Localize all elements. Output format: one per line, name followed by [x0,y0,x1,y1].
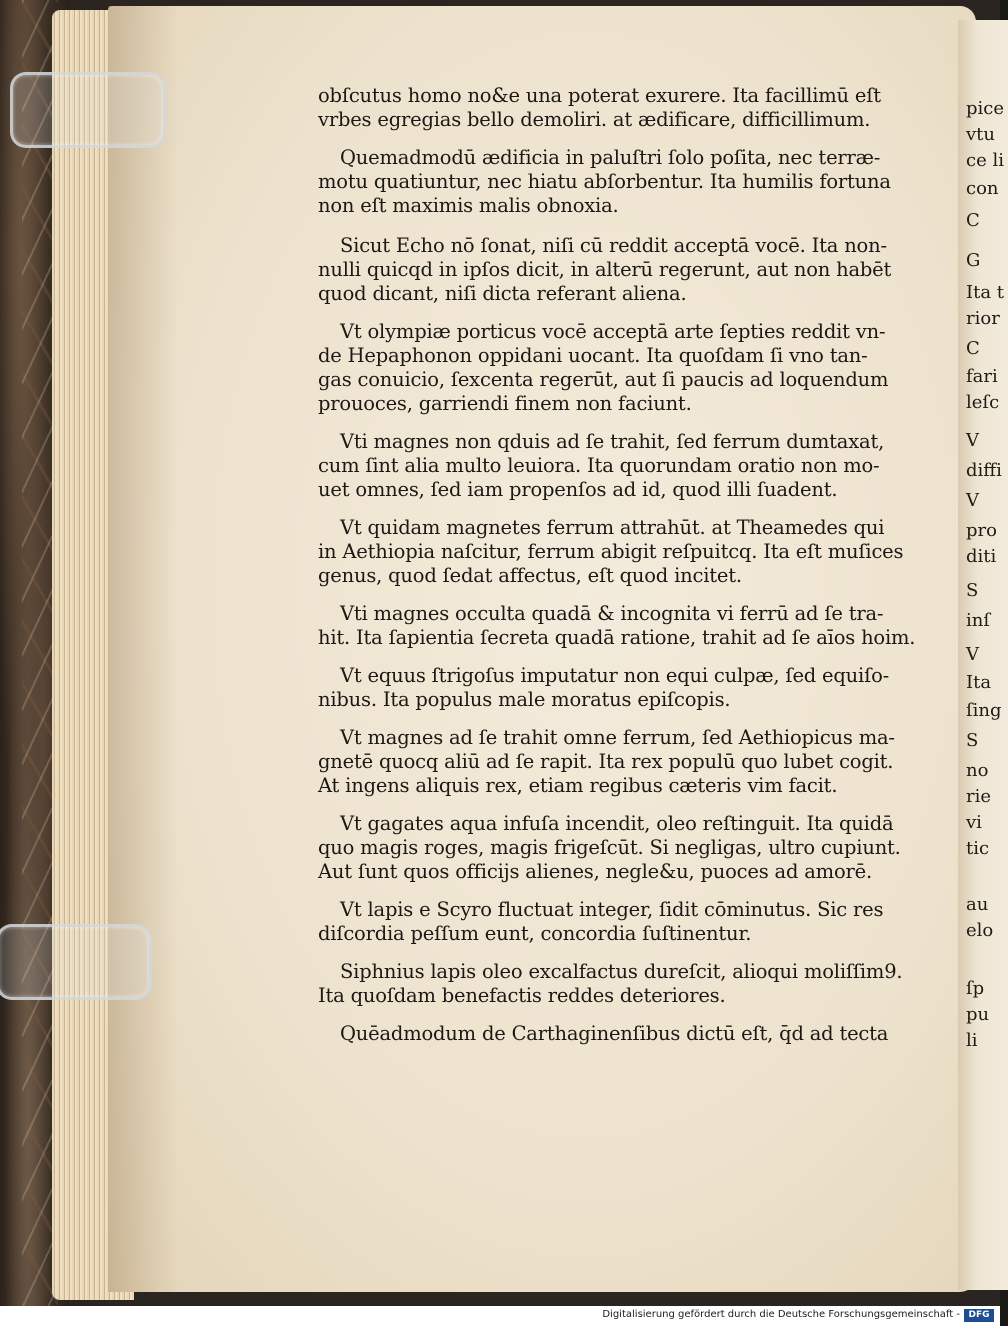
facing-page-fragment: no [966,760,989,781]
facing-page-fragment: pice [966,98,1005,119]
text-line: Vt lapis e Scyro fluctuat integer, ſidit cōminutus. Sic res [340,898,884,921]
text-line: Vt equus ſtrigoſus imputatur non equi culpæ, ſed equiſo- [340,664,890,687]
facing-page-fragment: rior [966,308,1000,329]
facing-page-fragment: pro [966,520,997,541]
facing-page-fragment: con [966,178,999,199]
text-line: Vti magnes non qduis ad ſe trahit, ſed ferrum dumtaxat, [340,430,885,453]
text-line: quo magis roges, magis frigeſcūt. Si negligas, ultro cupiunt. [318,836,901,859]
paragraph [318,664,926,712]
text-line: uet omnes, ſed iam propenſos ad id, quod illi ſuadent. [318,478,838,501]
paragraph [318,960,926,1008]
text-line: quod dicant, niſi dicta referant aliena. [318,282,687,305]
text-line: hit. Ita ſapientia ſecreta quadā ratione, trahit ad ſe aīos hoim. [318,626,916,649]
paragraph [318,84,926,132]
text-line: Sicut Echo nō ſonat, niſi cū reddit acceptā vocē. Ita non- [340,234,887,257]
facing-page-fragment: li [966,1030,978,1051]
text-line: de Hepaphonon oppidani uocant. Ita quoſdam ſi vno tan- [318,344,868,367]
text-line: Vt quidam magnetes ferrum attrahūt. at Theamedes qui [340,516,885,539]
digitization-credit: Digitalisierung gefördert durch die Deutsche Forschungsgemeinschaft - [602,1309,960,1320]
text-line: nibus. Ita populus male moratus epiſcopis. [318,688,731,711]
facing-page-fragment: pu [966,1004,990,1025]
facing-page-fragment: inſ [966,610,991,631]
facing-page-fragment: ſp [966,978,985,999]
text-line: Quēadmodum de Carthaginenſibus dictū eſt, q̄d ad tecta [340,1022,889,1045]
text-line: Ita quoſdam benefactis reddes deteriores. [318,984,726,1007]
text-line: gas conuicio, ſexcenta regerūt, aut ſi paucis ad loquendum [318,368,889,391]
text-line: motu quatiuntur, nec hiatu abſorbentur. Ita humilis fortuna [318,170,891,193]
facing-page-fragment: vi [966,812,982,833]
page-body-text [318,84,926,1046]
glass-clip-bottom [0,924,152,1000]
paragraph [318,726,926,798]
facing-page-fragment: fari [966,366,998,387]
facing-page-fragment: S [966,580,979,601]
facing-page-fragment: tic [966,838,990,859]
paragraph [318,516,926,588]
paragraph [318,1022,926,1046]
paragraph [318,812,926,884]
text-line: Siphnius lapis oleo excalfactus dureſcit, alioqui moliſſim9. [340,960,903,983]
paragraph [318,602,926,650]
text-line: obſcutus homo no&e una poterat exurere. Ita facillimū eſt [318,84,881,107]
facing-page-fragment: Ita t [966,282,1005,303]
facing-page-fragment: V [966,644,979,665]
facing-page-fragment: vtu [966,124,995,145]
text-line: Aut ſunt quos officijs alienes, negle&u, puoces ad amorē. [318,860,872,883]
facing-page-fragment: Ita [966,672,992,693]
facing-page-fragment: G [966,250,981,271]
text-line: Vt gagates aqua infuſa incendit, oleo reſtinguit. Ita quidā [340,812,894,835]
text-line: in Aethiopia naſcitur, ferrum abigit reſpuitcq. Ita eſt muſices [318,540,904,563]
paragraph [318,898,926,946]
facing-page-fragment: au [966,894,989,915]
facing-page-fragment: ce li [966,150,1004,171]
text-line: Vt magnes ad ſe trahit omne ferrum, ſed Aethiopicus ma- [340,726,895,749]
facing-page-fragment: diti [966,546,997,567]
paragraph [318,234,926,306]
text-line: At ingens aliquis rex, etiam regibus cæteris vim facit. [318,774,838,797]
text-line: non eſt maximis malis obnoxia. [318,194,619,217]
facing-page-fragment: C [966,338,980,359]
paragraph [318,146,926,218]
paragraph [318,430,926,502]
text-line: gnetē quocq aliū ad ſe rapit. Ita rex populū quo lubet cogit. [318,750,894,773]
facing-page-fragment: diffi [966,460,1002,481]
text-line: nulli quicqd in ipſos dicit, in alterū regerunt, aut non habēt [318,258,892,281]
text-line: Quemadmodū ædificia in paluſtri ſolo poſita, nec terræ- [340,146,881,169]
facing-page-fragment: V [966,490,979,511]
text-line: diſcordia peſſum eunt, concordia ſuſtinentur. [318,922,752,945]
dfg-logo: DFG [964,1309,994,1322]
facing-page-fragment: elo [966,920,994,941]
text-line: Vti magnes occulta quadā & incognita vi ferrū ad ſe tra- [340,602,884,625]
facing-page-fragment: C [966,210,980,231]
facing-page-fragment: V [966,430,979,451]
facing-page-fragment: rie [966,786,992,807]
text-line: prouoces, garriendi finem non faciunt. [318,392,692,415]
facing-page-fragment: ſing [966,700,1002,721]
paragraph [318,320,926,416]
text-line: Vt olympiæ porticus vocē acceptā arte ſepties reddit vn- [340,320,886,343]
facing-page-edge [958,20,1008,1290]
text-line: vrbes egregias bello demoliri. at ædificare, difficillimum. [318,108,871,131]
facing-page-fragment: S [966,730,979,751]
text-line: cum ſint alia multo leuiora. Ita quorundam oratio non mo- [318,454,880,477]
facing-page-fragment: leſc [966,392,1000,413]
glass-clip-top [10,72,166,148]
text-line: genus, quod ſedat affectus, eſt quod incitet. [318,564,742,587]
